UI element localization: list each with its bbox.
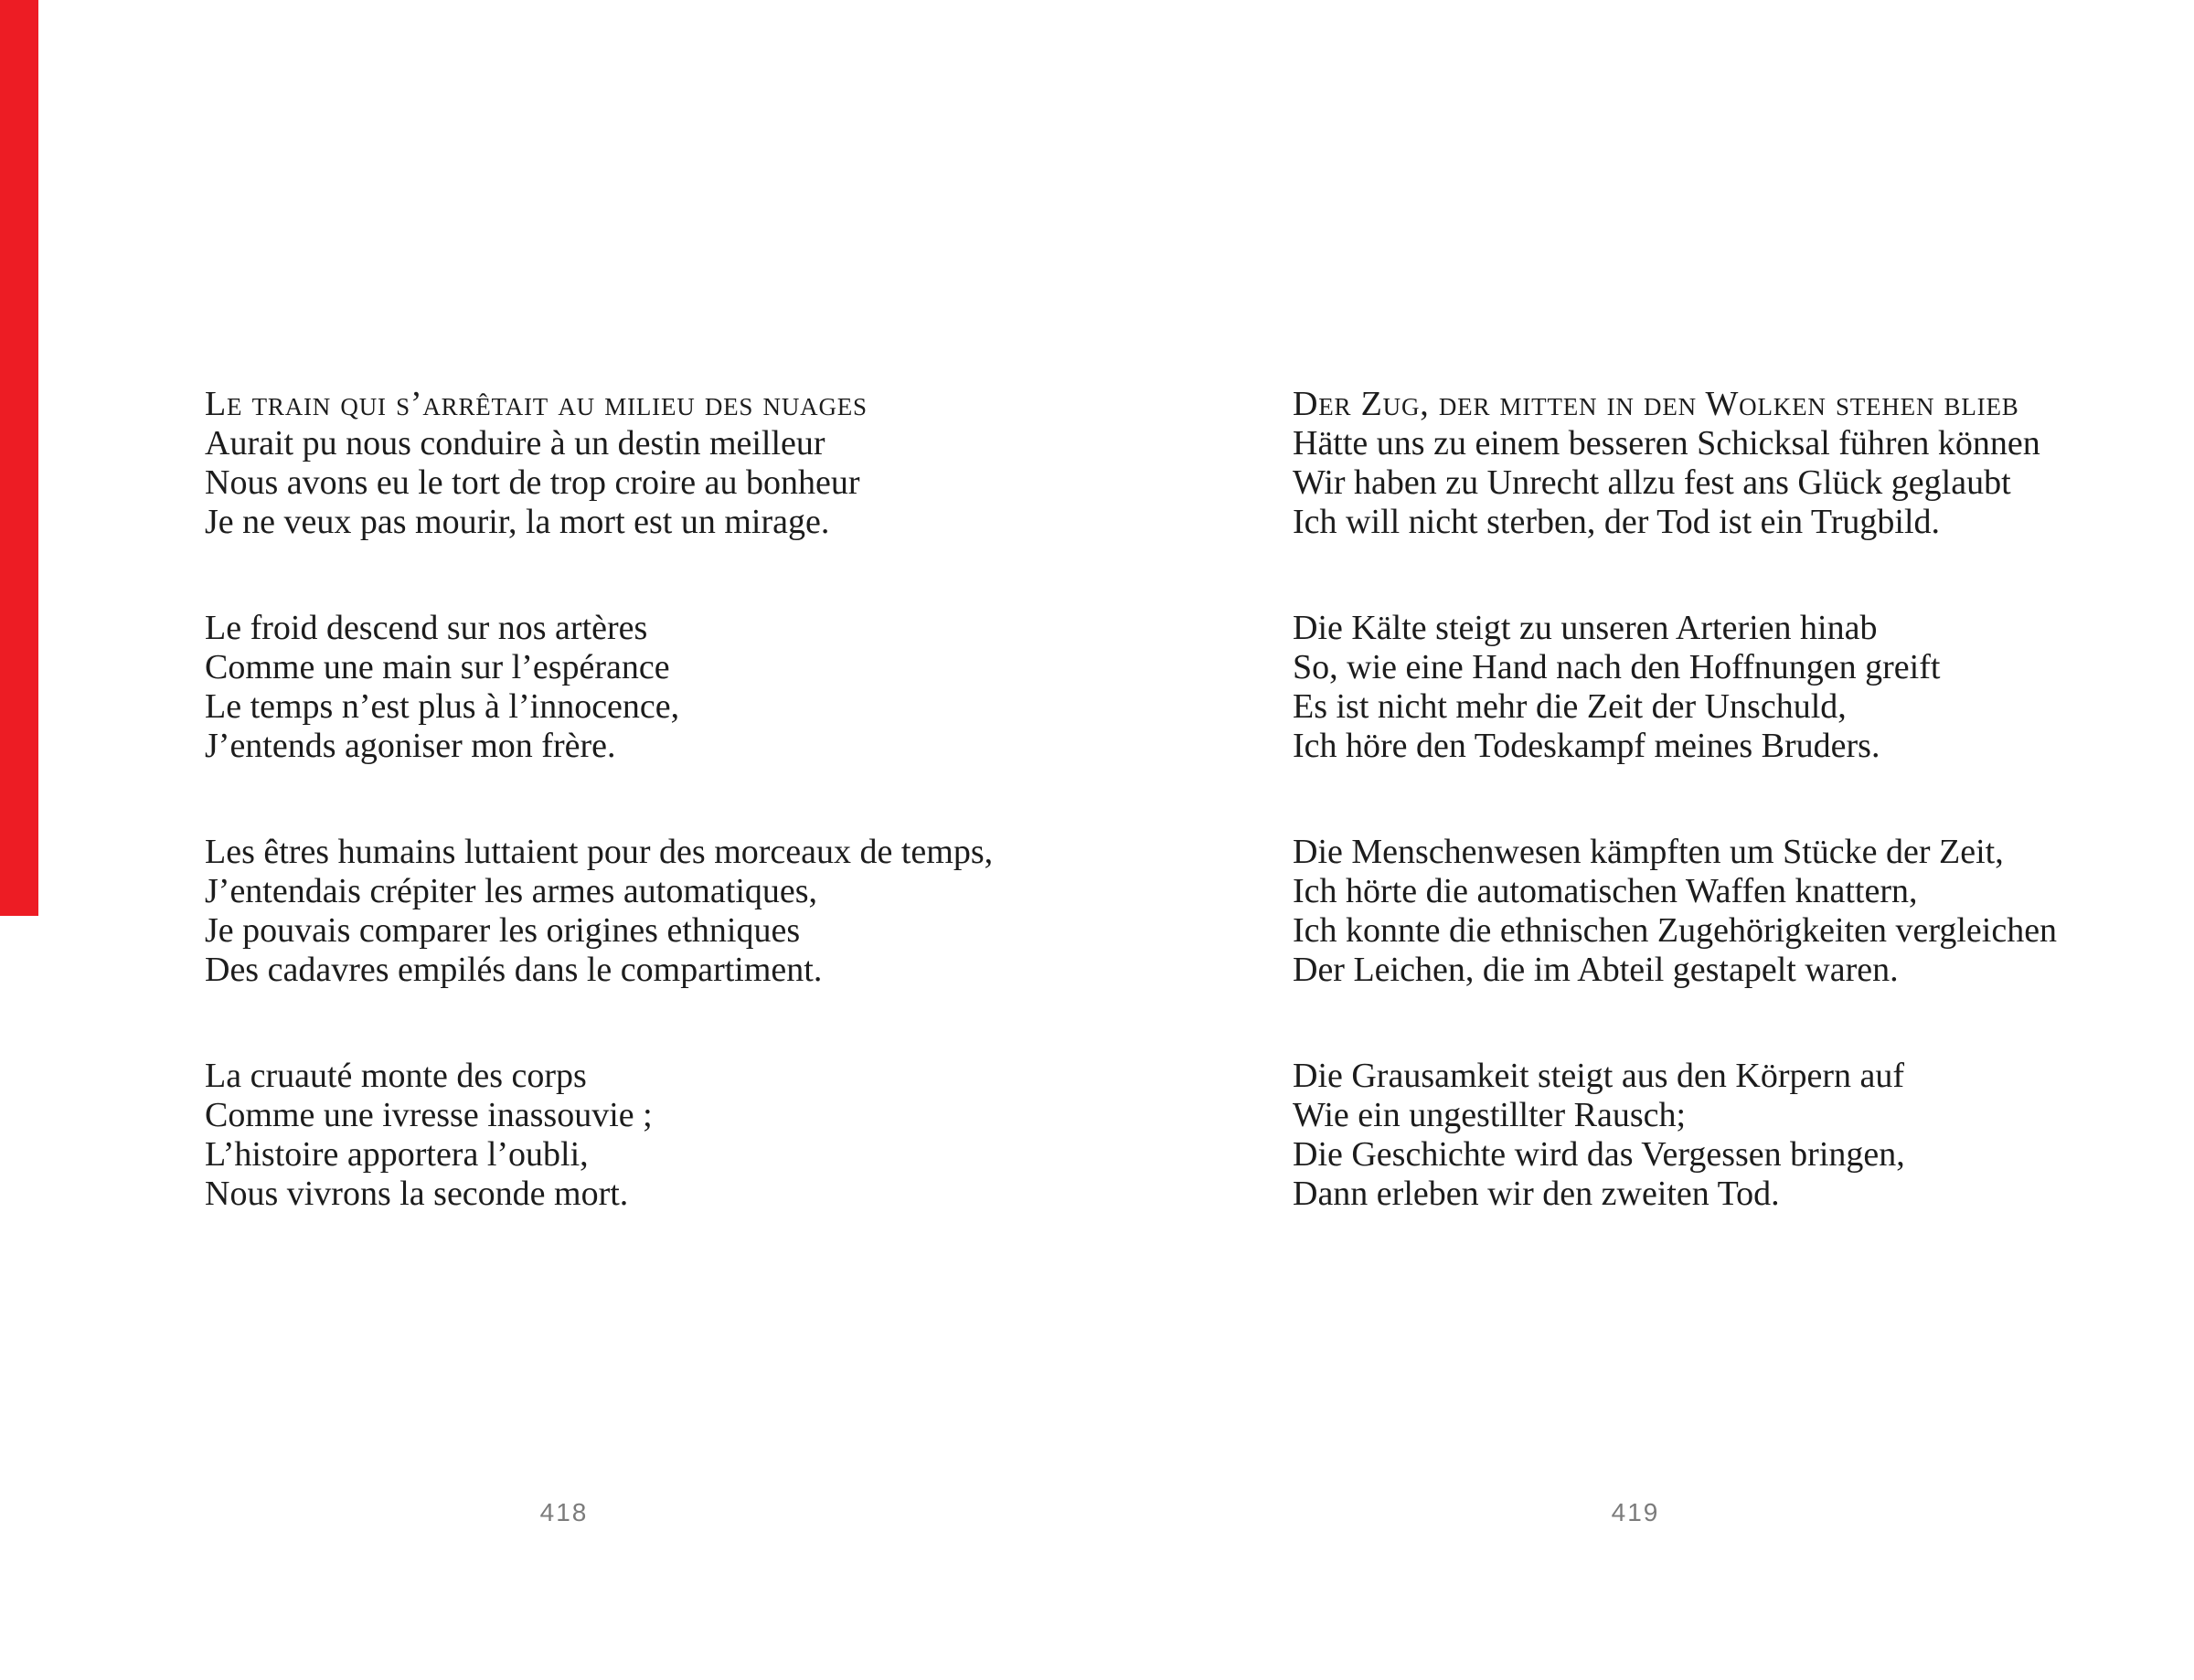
page-number: 418 — [539, 1498, 589, 1526]
poem-line: Es ist nicht mehr die Zeit der Unschuld, — [1293, 687, 1847, 726]
poem-line: Die Grausamkeit steigt aus den Körpern auf — [1293, 1057, 1905, 1095]
poem-line: Des cadavres empilés dans le compartiment. — [205, 951, 823, 989]
poem-line: Aurait pu nous conduire à un destin meilleur — [205, 424, 825, 463]
poem-line: L’histoire apportera l’oubli, — [205, 1135, 589, 1174]
poem-line: Ich hörte die automatischen Waffen knattern, — [1293, 872, 1918, 910]
poem-line: Le temps n’est plus à l’innocence, — [205, 687, 680, 726]
stanza — [205, 385, 993, 542]
poem-line: Ich höre den Todeskampf meines Bruders. — [1293, 727, 1880, 765]
poem-line: Dann erleben wir den zweiten Tod. — [1293, 1175, 1780, 1213]
stanza — [205, 1057, 993, 1214]
poem-line: Ich konnte die ethnischen Zugehörigkeiten vergleichen — [1293, 911, 2058, 950]
stanza — [1293, 1057, 2057, 1214]
poem-line: Le froid descend sur nos artères — [205, 609, 648, 647]
poem-line: La cruauté monte des corps — [205, 1057, 587, 1095]
poem-line: Der Leichen, die im Abteil gestapelt waren. — [1293, 951, 1899, 989]
poem-line: Les êtres humains luttaient pour des morceaux de temps, — [205, 833, 994, 871]
poem-line: Die Geschichte wird das Vergessen bringen, — [1293, 1135, 1905, 1174]
poem-line: Die Kälte steigt zu unseren Arterien hinab — [1293, 609, 1878, 647]
poem-line: Nous avons eu le tort de trop croire au bonheur — [205, 463, 860, 502]
page-number: 419 — [1611, 1498, 1660, 1526]
poem-line: J’entendais crépiter les armes automatiques, — [205, 872, 818, 910]
poem-line: Hätte uns zu einem besseren Schicksal führen können — [1293, 424, 2040, 463]
poem-title: Le train qui s’arrêtait au milieu des nuages — [205, 385, 868, 423]
stanza — [205, 609, 993, 766]
poem-line: Wir haben zu Unrecht allzu fest ans Glück geglaubt — [1293, 463, 2011, 502]
stanza — [1293, 833, 2057, 990]
poem-line: Die Menschenwesen kämpften um Stücke der Zeit, — [1293, 833, 2004, 871]
stanza — [205, 833, 993, 990]
poem-line: Comme une main sur l’espérance — [205, 648, 670, 686]
poem-line: Je ne veux pas mourir, la mort est un mirage. — [205, 503, 830, 541]
poem-line: So, wie eine Hand nach den Hoffnungen greift — [1293, 648, 1941, 686]
poem-line: J’entends agoniser mon frère. — [205, 727, 616, 765]
stanza — [1293, 609, 2057, 766]
poem-line: Je pouvais comparer les origines ethniques — [205, 911, 801, 950]
poem-title: Der Zug, der mitten in den Wolken stehen blieb — [1293, 385, 2019, 423]
red-edge-stripe — [0, 0, 38, 916]
poem-german — [1293, 385, 2057, 1214]
poem-line: Comme une ivresse inassouvie ; — [205, 1096, 653, 1134]
stanza — [1293, 385, 2057, 542]
poem-french — [205, 385, 993, 1214]
poem-line: Ich will nicht sterben, der Tod ist ein Trugbild. — [1293, 503, 1941, 541]
poem-line: Nous vivrons la seconde mort. — [205, 1175, 629, 1213]
poem-line: Wie ein ungestillter Rausch; — [1293, 1096, 1687, 1134]
